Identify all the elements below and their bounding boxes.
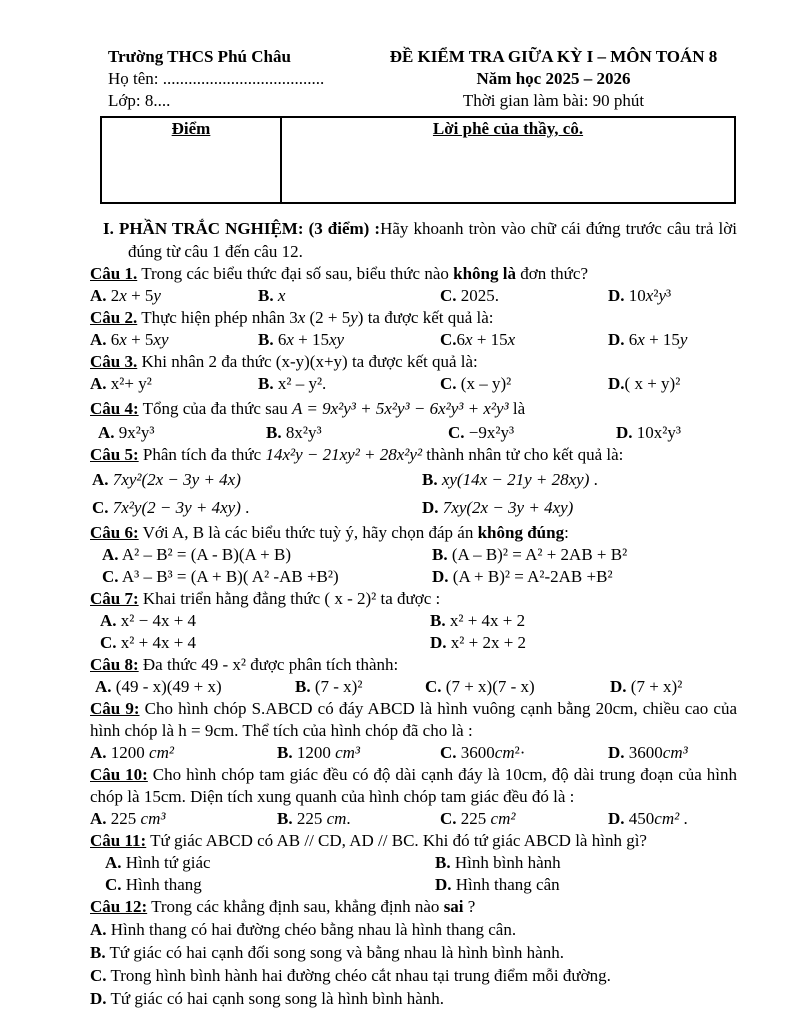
question-text: Câu 3. Khi nhân 2 đa thức (x-y)(x+y) ta được kết quả là: [90,352,478,371]
question-3 [90,351,737,395]
option-C: C. 3600cm²· [440,743,526,762]
option-letter: A. [90,809,107,828]
exam-header [90,46,737,112]
option-letter: B. [277,743,293,762]
option-C: C.6x + 15x [440,330,516,349]
option-letter: D. [90,989,107,1008]
options-grid [90,373,737,395]
option-letter: B. [258,330,274,349]
school-name: Trường THCS Phú Châu [108,47,291,66]
option-C: C. (x – y)² [440,374,512,393]
option-letter: A. [92,470,109,489]
question-text: Câu 8: Đa thức 49 - x² được phân tích thành: [90,655,399,674]
math-text: x [645,286,654,305]
option-C: C. 7x²y(2 − 3y + 4xy) . [92,498,250,517]
option-C: C. x² + 4x + 4 [100,633,197,652]
option-D [422,494,737,522]
option-letter: D. [616,423,633,442]
option-C: C. A³ – B³ = (A + B)( A² -AB +B²) [102,567,339,586]
option-A: A. x²+ y² [90,374,152,393]
option-B: B. Tứ giác có hai cạnh đối song song và bằng nhau là hình bình hành. [90,943,564,962]
option-letter: A. [90,374,107,393]
question-text: Câu 10: Cho hình chóp tam giác đều có độ dài cạnh đáy là 10cm, độ dài trung đoạn của hình chóp là 15cm. Diện tích xung quanh của hình chóp tam giác đều đó là : [90,765,737,806]
option-C: C. (7 + x)(7 - x) [425,677,535,696]
option-B: B. (7 - x)² [295,677,363,696]
math-text: cm³ [140,809,166,828]
math-text: cm² [149,743,174,762]
question-label: Câu 2. [90,308,138,327]
comment-header: Lời phê của thầy, cô. [432,119,584,138]
question-9 [90,698,737,764]
math-text: x [507,330,516,349]
math-text: cm³ [335,743,361,762]
option-letter: B. [422,470,438,489]
option-letter: B. [266,423,282,442]
option-A: A. Hình tứ giác [105,853,211,872]
score-cell [102,118,282,202]
option-B: B. 6x + 15xy [258,330,345,349]
question-text: Câu 9: Cho hình chóp S.ABCD có đáy ABCD là hình vuông cạnh bằng 20cm, chiều cao của hình chóp là h = 9cm. Thể tích của hình chóp đã cho là : [90,699,737,740]
option-letter: D. [435,875,452,894]
option-C: C. 2025. [440,286,500,305]
option-A: A. A² – B² = (A - B)(A + B) [102,545,291,564]
option-D: D.( x + y)² [608,374,681,393]
option-D: D. x² + 2x + 2 [430,633,527,652]
math-text: x [119,286,127,305]
option-D: D. 6x + 15y [608,330,688,349]
option-letter: D. [432,567,449,586]
math-text: x [297,308,306,327]
math-text: x [637,330,645,349]
math-text: x [286,330,294,349]
option-A: A. (49 - x)(49 + x) [95,677,222,696]
option-D: D. 3600cm³ [608,743,688,762]
option-A [92,466,422,494]
question-10 [90,764,737,830]
question-1 [90,263,737,307]
option-letter: C. [440,286,457,305]
question-4 [90,395,737,444]
teacher-comment-cell [282,118,734,202]
question-text: Câu 2. Thực hiện phép nhân 3x (2 + 5y) ta được kết quả là: [90,308,494,327]
option-C: C. Trong hình bình hành hai đường chéo cắt nhau tại trung điểm mỗi đường. [90,966,611,985]
score-header: Điểm [171,119,211,138]
option-B: B. xy(14x − 21y + 28xy) . [422,470,598,489]
option-letter: C. [105,875,122,894]
option-letter: A. [90,286,107,305]
math-text: y [153,286,161,305]
question-text: Câu 6: Với A, B là các biểu thức tuỳ ý, hãy chọn đáp án không đúng: [90,523,569,542]
question-label: Câu 7: [90,589,139,608]
option-letter: A. [90,743,107,762]
math-text: x [119,330,127,349]
emphasis-text: không là [453,264,516,283]
option-B [258,285,440,307]
options-grid [90,544,737,588]
exam-duration: Thời gian làm bài: 90 phút [462,91,645,110]
options-grid [90,329,737,351]
option-A: A. 9x²y³ [98,423,155,442]
question-text: Câu 7: Khai triển hằng đẳng thức ( x - 2)² ta được : [90,589,441,608]
option-letter: C. [440,374,457,393]
question-text: Câu 4: Tổng của đa thức sau A = 9x²y³ + 5x²y³ − 6x²y³ + x²y³ là [90,399,526,418]
option-A: A. 2x + 5y [90,286,161,305]
header-left-block [108,46,370,112]
math-text: 7xy²(2x − 3y + 4x) [108,470,241,489]
option-letter: B. [432,545,448,564]
option-letter: C. [100,633,117,652]
option-C: C. 225 cm² [440,809,516,828]
question-2 [90,307,737,351]
option-D: D. 450cm² . [608,809,688,828]
option-A: A. 1200 cm² [90,743,174,762]
math-text: xy [153,330,169,349]
math-text: cm [326,809,347,828]
option-letter: A. [98,423,115,442]
option-letter: A. [100,611,117,630]
option-letter: D. [422,498,439,517]
option-B: B. (A – B)² = A² + 2AB + B² [432,545,628,564]
header-right-block [370,46,737,112]
question-text: Câu 5: Phân tích đa thức 14x²y − 21xy² + 28x²y² thành nhân tử cho kết quả là: [90,445,624,464]
option-letter: D. [610,677,627,696]
math-text: 7xy(2x − 3y + 4xy) [438,498,574,517]
option-B: B. x² + 4x + 2 [430,611,526,630]
option-B: B. 1200 cm³ [277,743,361,762]
emphasis-text: không đúng [477,523,565,542]
exam-title: ĐỀ KIỂM TRA GIỮA KỲ I – MÔN TOÁN 8 [389,47,718,66]
school-year: Năm học 2025 – 2026 [476,69,631,88]
option-letter: C. [92,498,109,517]
section-1-instructions: Hãy khoanh tròn vào chữ cái đứng trước câu trả lời đúng từ câu 1 đến câu 12. [128,219,737,261]
student-name-line: Họ tên: ...................................... [108,69,325,88]
option-C: C. Hình thang [105,875,202,894]
question-11 [90,830,737,896]
option-letter: A. [105,853,122,872]
option-letter: B. [435,853,451,872]
option-letter: D. [430,633,447,652]
option-letter: C. [425,677,442,696]
question-label: Câu 11: [90,831,147,850]
option-letter: C. [448,423,465,442]
option-letter: A. [90,330,107,349]
option-letter: B. [90,943,106,962]
question-text: Câu 11: Tứ giác ABCD có AB // CD, AD // BC. Khi đó tứ giác ABCD là hình gì? [90,831,647,850]
math-text: xy [328,330,345,349]
option-A: A. 225 cm³ [90,809,166,828]
option-letter: B. [430,611,446,630]
option-C: C. −9x²y³ [448,423,515,442]
question-label: Câu 8: [90,655,139,674]
page-content [90,0,737,1010]
emphasis-text: sai [443,897,464,916]
math-text: 7x²y(2 − 3y + 4xy) [108,498,241,517]
option-A: A. 6x + 5xy [90,330,169,349]
question-text: Câu 12: Trong các khẳng định sau, khẳng định nào sai ? [90,897,476,916]
math-text: x [277,286,286,305]
option-letter: B. [258,374,274,393]
math-text: x [465,330,473,349]
option-letter: B. [277,809,293,828]
option-letter: C. [90,966,107,985]
option-letter: D. [608,330,625,349]
question-text: Câu 1. Trong các biểu thức đại số sau, biểu thức nào không là đơn thức? [90,264,588,283]
question-5 [90,444,737,522]
question-label: Câu 9: [90,699,140,718]
options-grid [90,422,737,444]
question-label: Câu 3. [90,352,138,371]
option-letter: A. [102,545,119,564]
section-1-title: I. PHẦN TRẮC NGHIỆM: (3 điểm) : [103,219,381,238]
math-text: cm² [490,809,516,828]
option-D: D. (A + B)² = A²-2AB +B² [432,567,613,586]
question-12 [90,896,737,1010]
question-6 [90,522,737,588]
question-7 [90,588,737,654]
option-A: A. Hình thang có hai đường chéo bằng nhau là hình thang cân. [90,920,517,939]
option-D: D. Tứ giác có hai cạnh song song là hình bình hành. [90,989,445,1008]
math-text: cm³ [662,743,688,762]
question-label: Câu 10: [90,765,148,784]
option-D: D. (7 + x)² [610,677,683,696]
option-letter: D. [608,809,625,828]
option-D: D. 10x²y³ [616,423,681,442]
options-grid [90,676,737,698]
math-text: cm² [654,809,680,828]
options-grid [90,808,737,830]
question-label: Câu 6: [90,523,139,542]
option-B: B. 8x²y³ [266,423,322,442]
math-text: 14x²y − 21xy² + 28x²y² [265,445,423,464]
question-label: Câu 1. [90,264,138,283]
options-grid [90,852,737,896]
option-letter: C. [440,743,457,762]
questions [90,263,737,1010]
math-text: y [658,286,666,305]
question-8 [90,654,737,698]
option-letter: B. [258,286,274,305]
math-text: xy(14x − 21y + 28xy) [437,470,590,489]
option-B: B. x² – y². [258,374,327,393]
math-text: cm [494,743,515,762]
option-letter: C. [102,567,119,586]
option-D: D. Hình thang cân [435,875,560,894]
option-A: A. x² − 4x + 4 [100,611,197,630]
question-label: Câu 5: [90,445,139,464]
option-D: D. 10x²y³ [608,286,672,305]
math-text: y [679,330,688,349]
options-grid [90,285,737,307]
math-text: y [350,308,358,327]
option-letter: C. [440,809,457,828]
option-letter: A. [90,920,107,939]
section-1-heading [90,217,737,263]
option-B: B. 225 cm. [277,809,351,828]
option-letter: C. [440,330,457,349]
class-line: Lớp: 8.... [108,91,171,110]
option-letter: D. [608,286,625,305]
option-letter: B. [295,677,311,696]
options-grid [90,610,737,654]
math-text: A = 9x²y³ + 5x²y³ − 6x²y³ + x²y³ [292,399,509,418]
question-label: Câu 12: [90,897,148,916]
option-letter: A. [95,677,112,696]
options-grid [90,742,737,764]
option-letter: D. [608,743,625,762]
grade-table [100,116,736,204]
option-letter: D. [608,374,625,393]
option-B: B. Hình bình hành [435,853,561,872]
options-grid [90,466,737,522]
question-label: Câu 4: [90,399,139,418]
